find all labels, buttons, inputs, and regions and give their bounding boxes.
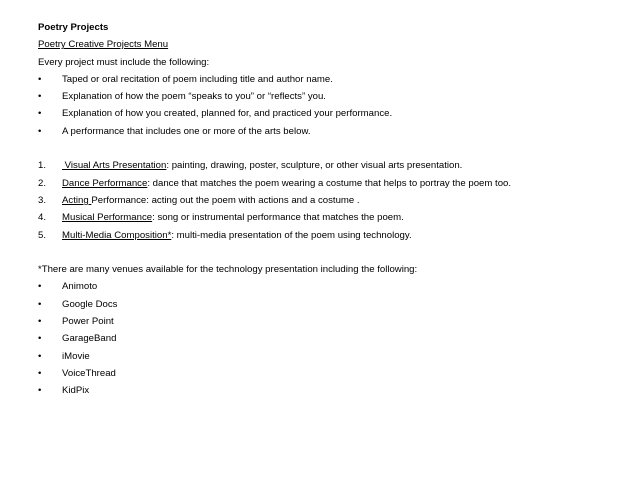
list-item xyxy=(38,175,628,192)
list-item xyxy=(38,296,628,313)
spacer xyxy=(38,244,628,261)
list-item-text: Animoto xyxy=(62,281,98,293)
list-item xyxy=(38,71,628,88)
projects-list xyxy=(38,157,628,243)
list-item-text: A performance that includes one or more of the arts below. xyxy=(62,125,311,137)
project-name: Visual Arts Presentation xyxy=(62,160,167,172)
list-item xyxy=(38,105,628,122)
list-item xyxy=(38,88,628,105)
list-item-text: KidPix xyxy=(62,385,90,397)
list-item xyxy=(38,348,628,365)
bullet: • xyxy=(38,350,42,362)
item-number: 4. xyxy=(38,212,47,224)
bullet: • xyxy=(38,281,42,293)
bullet: • xyxy=(38,298,42,310)
item-number: 3. xyxy=(38,194,47,206)
project-description: : multi-media presentation of the poem using technology. xyxy=(171,229,412,241)
intro-text: Every project must include the following: xyxy=(38,56,210,68)
item-number: 5. xyxy=(38,229,47,241)
project-description: : dance that matches the poem wearing a costume that helps to portray the poem too. xyxy=(147,177,512,189)
spacer xyxy=(38,140,628,157)
bullet: • xyxy=(38,367,42,379)
list-item xyxy=(38,330,628,347)
list-item xyxy=(38,313,628,330)
list-item-text: iMovie xyxy=(62,350,90,362)
list-item xyxy=(38,278,628,295)
list-item xyxy=(38,123,628,140)
bullet: • xyxy=(38,108,42,120)
menu-subtitle: Poetry Creative Projects Menu xyxy=(38,39,169,51)
item-number: 1. xyxy=(38,160,47,172)
project-description: Performance: acting out the poem with actions and a costume . xyxy=(91,194,360,206)
project-name: Acting xyxy=(62,194,92,206)
requirements-list xyxy=(38,71,628,140)
venues-list xyxy=(38,278,628,399)
list-item-text: Explanation of how you created, planned for, and practiced your performance. xyxy=(62,108,393,120)
project-description: : painting, drawing, poster, sculpture, or other visual arts presentation. xyxy=(166,160,463,172)
list-item xyxy=(38,192,628,209)
list-item xyxy=(38,209,628,226)
project-description: : song or instrumental performance that matches the poem. xyxy=(152,212,404,224)
list-item-text: GarageBand xyxy=(62,333,117,345)
project-name: Musical Performance xyxy=(62,212,153,224)
list-item-text: VoiceThread xyxy=(62,367,116,379)
list-item-text: Explanation of how the poem “speaks to you” or “reflects” you. xyxy=(62,91,326,103)
bullet: • xyxy=(38,385,42,397)
bullet: • xyxy=(38,73,42,85)
list-item-text: Taped or oral recitation of poem including title and author name. xyxy=(62,73,333,85)
list-item-text: Power Point xyxy=(62,316,114,328)
list-item-text: Google Docs xyxy=(62,298,118,310)
project-name: Multi-Media Composition* xyxy=(62,229,172,241)
list-item xyxy=(38,157,628,174)
bullet: • xyxy=(38,316,42,328)
bullet: • xyxy=(38,125,42,137)
item-number: 2. xyxy=(38,177,47,189)
page-title: Poetry Projects xyxy=(38,22,109,33)
venues-intro: *There are many venues available for the technology presentation including the following: xyxy=(38,264,418,276)
project-name: Dance Performance xyxy=(62,177,148,189)
bullet: • xyxy=(38,333,42,345)
bullet: • xyxy=(38,91,42,103)
document-page xyxy=(38,19,628,400)
list-item xyxy=(38,227,628,244)
list-item xyxy=(38,365,628,382)
list-item xyxy=(38,382,628,399)
